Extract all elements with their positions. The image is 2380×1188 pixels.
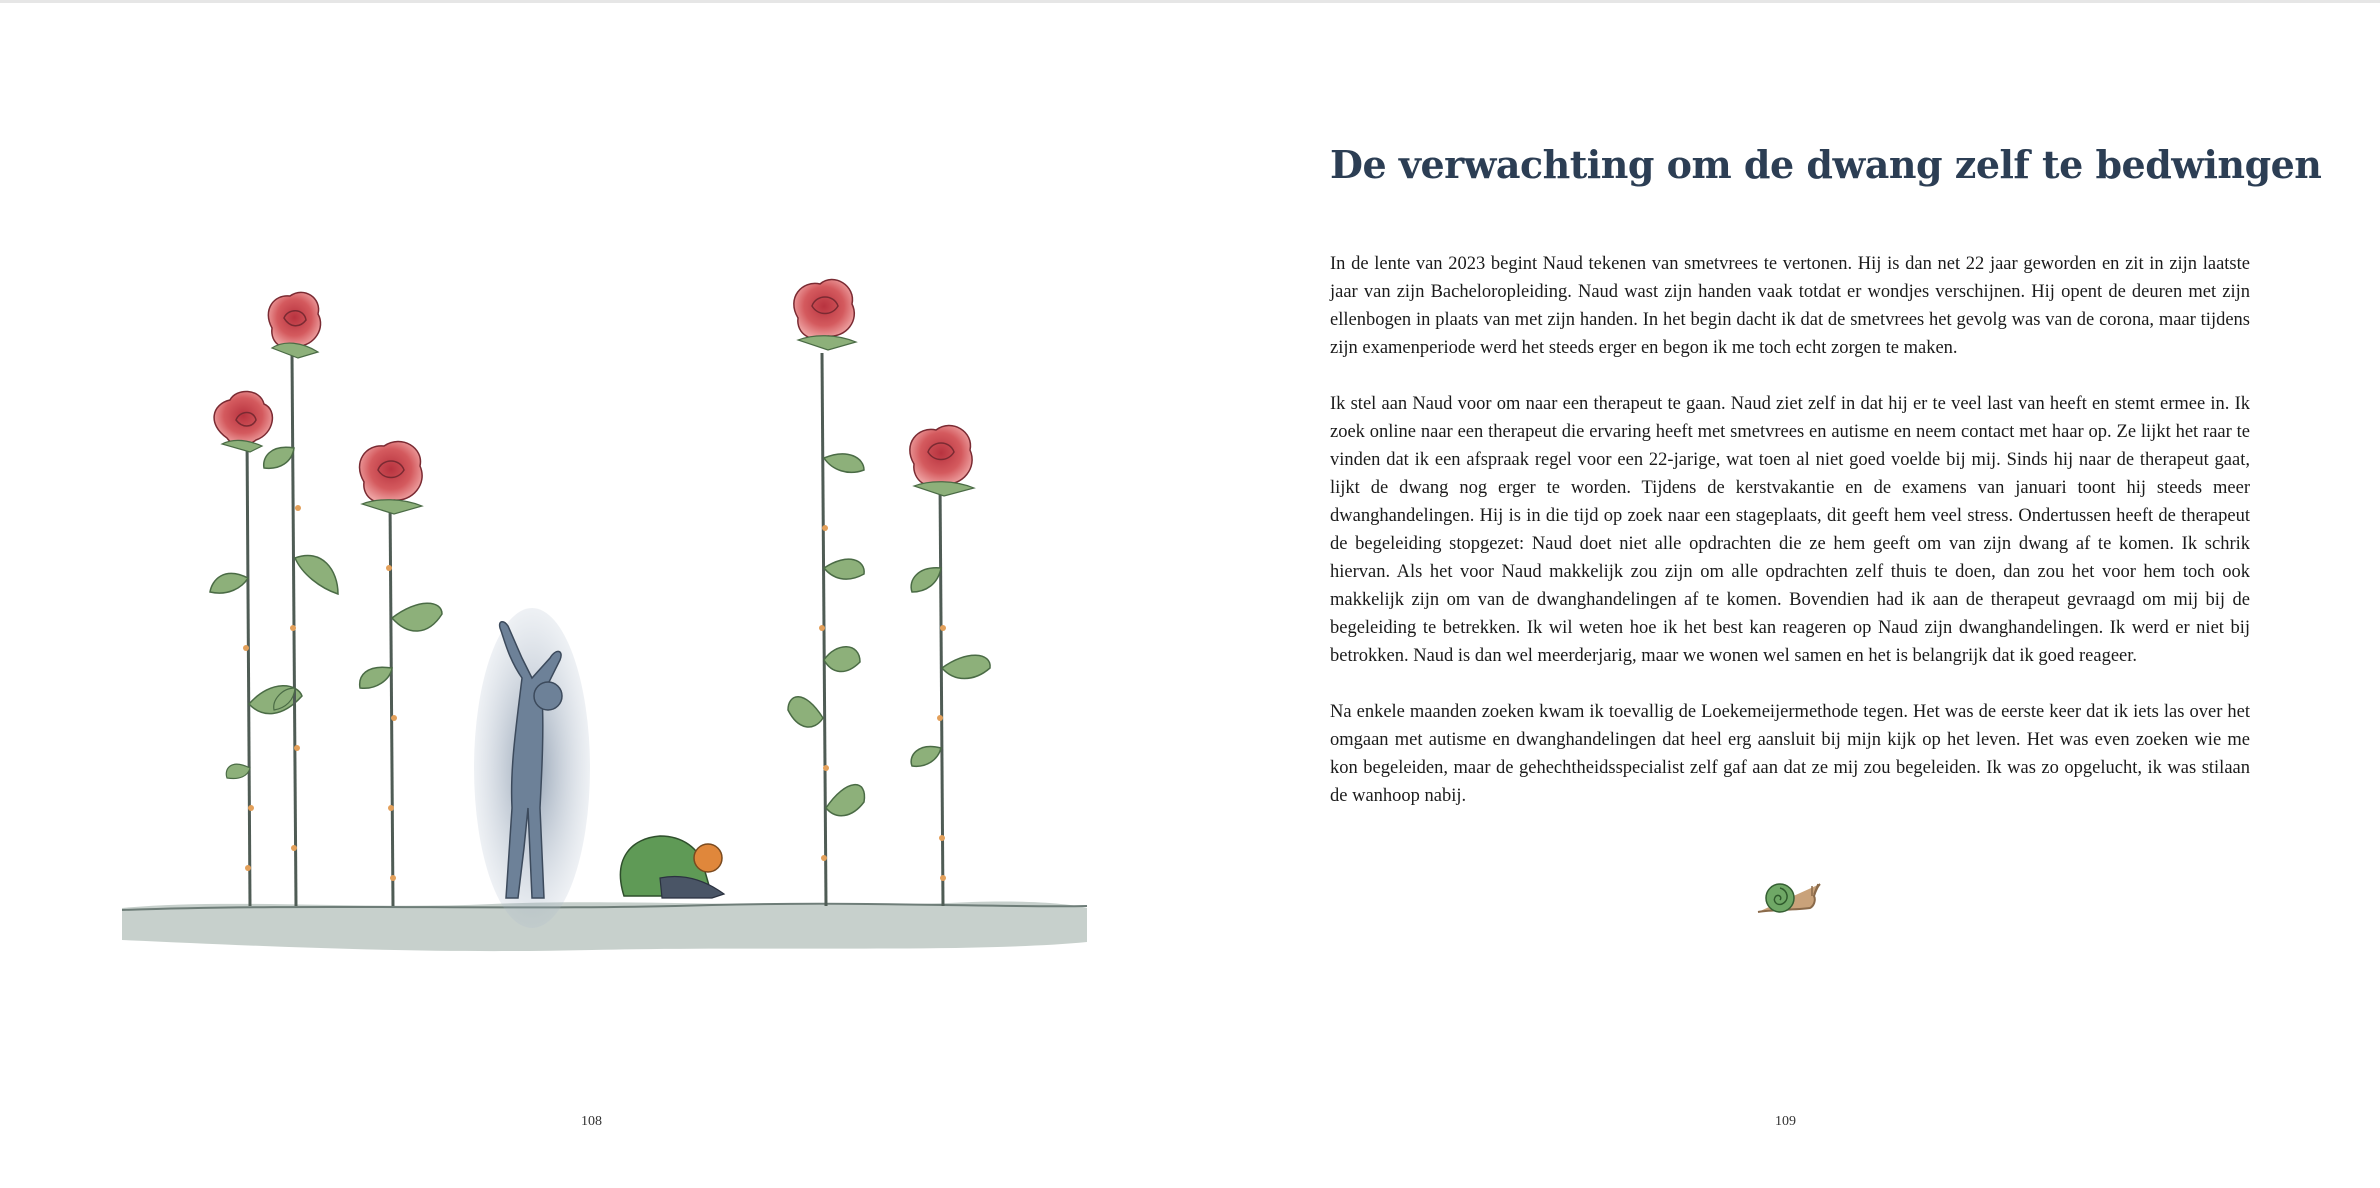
rose-stem-2 (264, 353, 338, 906)
rose-bloom-1 (214, 391, 272, 452)
rose-bloom-3 (360, 442, 423, 514)
standing-figure (474, 608, 590, 928)
rose-bloom-5 (910, 426, 974, 496)
sitting-figure (620, 836, 724, 898)
ground (122, 901, 1087, 951)
rose-stem-3 (360, 498, 442, 906)
rose-stem-4 (788, 353, 864, 906)
paragraph-3: Na enkele maanden zoeken kwam ik toevallig de Loekemeijermethode tegen. Het was de eerste keer dat ik iets las over het omgaan met autisme en dwanghandelingen dat heel erg aansluit bij mijn kijk op het leven. Het was even zoeken wie me kon begeleiden, maar de gehechtheidsspecialist zelf gaf aan dat ze mij zou begeleiden. Ik was zo opgelucht, ik was stilaan de wanhoop nabij. (1330, 702, 2250, 806)
page-number: 109 (1775, 1114, 1796, 1129)
rose-stem-5 (911, 480, 990, 906)
page-number: 108 (581, 1114, 602, 1129)
right-page (1190, 0, 2380, 1188)
body-text (1330, 250, 2250, 838)
paragraph-1: In de lente van 2023 begint Naud tekenen van smetvrees te vertonen. Hij is dan net 22 jaar geworden en zit in zijn laatste jaar van zijn Bacheloropleiding. Naud wast zijn handen vaak totdat er wondjes verschijnen. Hij opent de deuren met zijn ellenbogen in plaats van met zijn handen. In het begin dacht ik dat de smetvrees het gevolg was van de corona, maar tijdens zijn examenperiode werd het steeds erger en begon ik me toch echt zorgen te maken. (1330, 254, 2250, 358)
snail-icon (1754, 876, 1824, 918)
roses-and-figures-illustration (112, 248, 1092, 968)
rose-bloom-2 (268, 292, 320, 358)
paragraph-2: Ik stel aan Naud voor om naar een therapeut te gaan. Naud ziet zelf in dat hij er te veel last van heeft en stemt ermee in. Ik zoek online naar een therapeut die ervaring heeft met smetvrees en autisme en neem contact met haar op. Ze lijkt het raar te vinden dat ik een afspraak regel voor een 22-jarige, wat toen al niet goed voelde bij mij. Sinds hij naar de therapeut gaat, lijkt de dwang nog erger te worden. Tijdens de kerstvakantie en de examens van januari toont hij steeds meer dwanghandelingen. Hij is in die tijd op zoek naar een stageplaats, dit geeft hem veel stress. Ondertussen heeft de therapeut de begeleiding stopgezet: Naud doet niet alle opdrachten die ze hem geeft om van zijn dwang af te komen. Ik schrik hiervan. Als het voor Naud makkelijk zou zijn om alle opdrachten zelf thuis te doen, dan zou het voor hem toch ook makkelijk zijn om van de dwanghandelingen af te komen. Bovendien had ik aan de therapeut gevraagd om mij bij de begeleiding te betrekken. Ik wil weten hoe ik het best kan reageren op Naud zijn dwanghandelingen. Ik werd er niet bij betrokken. Naud is dan wel meerderjarig, maar we wonen wel samen en het is belangrijk dat ik goed reageer. (1330, 394, 2250, 666)
rose-stem-1 (210, 434, 302, 906)
rose-bloom-4 (794, 280, 856, 350)
chapter-title: De verwachting om de dwang zelf te bedwingen (1330, 142, 2322, 187)
